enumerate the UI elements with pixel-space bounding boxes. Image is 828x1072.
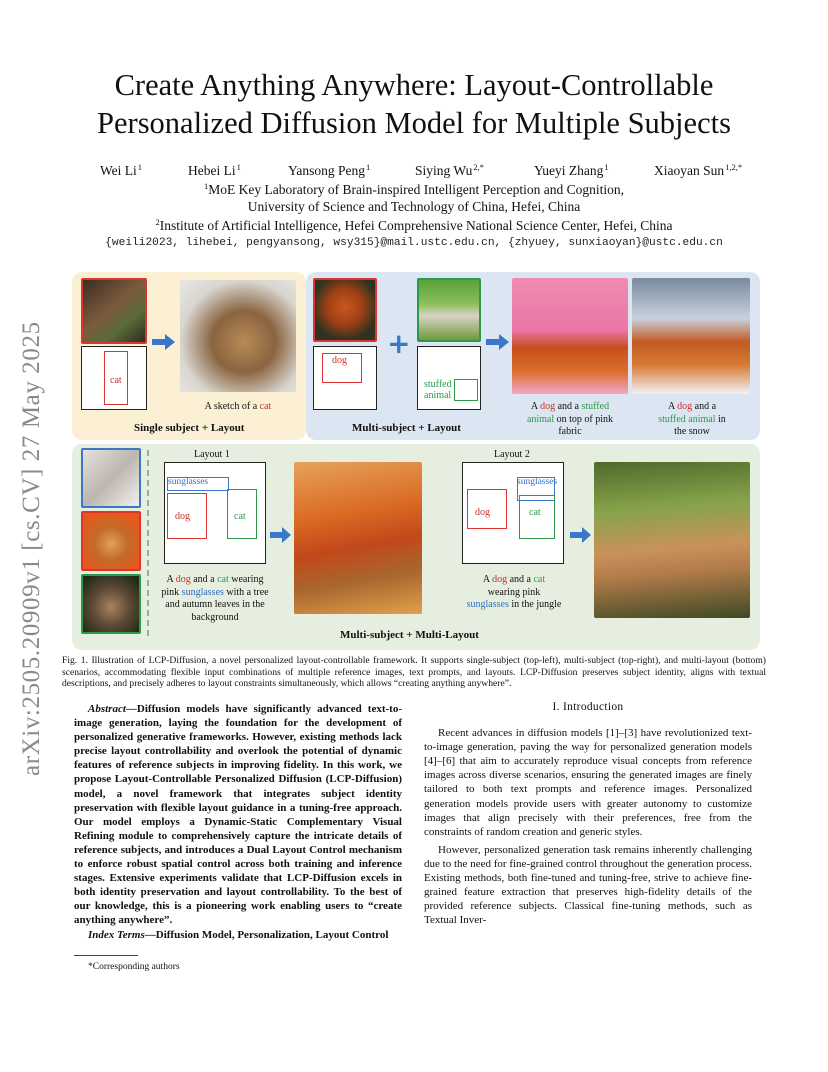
cat-box-label: cat (110, 375, 122, 386)
layout-2-canvas (462, 462, 564, 564)
footnote: *Corresponding authors (88, 962, 180, 972)
affiliation-1-line-2: University of Science and Technology of China, Hefei, China (247, 199, 581, 214)
reference-stuffed-animal-photo (417, 278, 481, 342)
cat-box-label: cat (234, 511, 246, 522)
index-terms: Index Terms—Diffusion Model, Personalization, Layout Control (88, 928, 389, 941)
multi-caption-2: A dog and a stuffed animal in the snow (658, 401, 726, 437)
divider (147, 450, 149, 636)
figure-1 (72, 272, 760, 650)
intro-paragraph-2: However, personalized generation task remains inherently challenging due to the need for fine-grained control throughout the generation process. Existing methods, both fine-tuned and tuning-free, strive to achieve fine-grained feature extraction that preserves high-fidelity details of the provided reference subjects. Classical fine-tuning methods, such as Textual Inver- (424, 843, 752, 927)
plus-icon: + (387, 327, 411, 360)
single-panel-title: Single subject + Layout (134, 422, 245, 434)
generated-dog-and-cat-jungle (594, 462, 750, 618)
layout-2-label: Layout 2 (494, 449, 530, 460)
author: Hebei Li$^1$ (188, 162, 241, 178)
sunglasses-box-label: sunglasses (168, 477, 209, 487)
layout-canvas (417, 346, 481, 410)
arrow-icon (270, 526, 292, 544)
stuffed-animal-box (454, 379, 478, 401)
dog-box-label: dog (475, 507, 490, 518)
author: Siying $Wu^{2,*}$ (415, 162, 484, 178)
generated-dog-and-stuffed-animal-pink (512, 278, 628, 394)
reference-dog-photo (313, 278, 377, 342)
multilayout-caption-1: A dog and a cat wearing pink sunglasses with a tree and autumn leaves in the background (161, 574, 269, 623)
reference-corgi-photo (81, 511, 141, 571)
abstract-label: Abstract (88, 703, 126, 715)
author: Wei Li$^1$ (100, 162, 143, 178)
sunglasses-box-label: sunglasses (517, 477, 558, 487)
author: Xiaoyan Sun$^{1,2,*}$ (654, 162, 743, 178)
reference-cat-photo (81, 574, 141, 634)
title-line-1: Create Anything Anywhere: Layout-Controllable (114, 68, 714, 102)
cat-box-label: cat (529, 507, 541, 518)
arrow-icon (486, 333, 510, 351)
generated-cat-sketch (180, 280, 296, 392)
affiliation-2: $^2$Institute of Artificial Intelligence, Hefei Comprehensive National Science Center, Hefei, China (155, 217, 673, 233)
layout-1-canvas (164, 462, 266, 564)
author-list (60, 162, 780, 182)
multi-panel-title: Multi-subject + Layout (352, 422, 461, 434)
layout-1-label: Layout 1 (194, 449, 230, 460)
index-terms-label: Index Terms (88, 928, 145, 941)
dog-box-label: dog (175, 511, 190, 522)
multi-caption-1: A dog and a stuffed animal on top of pink fabric (526, 401, 614, 437)
layout-canvas (81, 346, 147, 410)
stuffed-animal-box-label: stuffed animal (424, 379, 452, 401)
multilayout-panel-title: Multi-subject + Multi-Layout (340, 629, 479, 641)
left-column (74, 702, 402, 942)
reference-sunglasses-photo (81, 448, 141, 508)
generated-dog-and-cat-autumn (294, 462, 422, 614)
author: Yueyi Zhang$^1$ (534, 162, 609, 178)
reference-cat-photo (81, 278, 147, 344)
figure-caption: Fig. 1. Illustration of LCP-Diffusion, a novel personalized layout-controllable framework. It supports single-subject (top-left), multi-subject (top-right), and multi-layout (bottom) scenarios, accommodating flexible input combinations of multiple reference images, text prompts, and layouts. LCP-Diffusion preserves subject identity, aligns with textual descriptions, and precisely adheres to layout constraints simultaneously, which allows “creating anything anywhere”. (62, 655, 766, 689)
arxiv-stamp: arXiv:2505.20909v1 [cs.CV] 27 May 2025 (18, 321, 45, 776)
author: Yansong Peng$^1$ (288, 162, 371, 178)
generated-dog-and-stuffed-animal-snow (632, 278, 750, 394)
title-line-2: Personalized Diffusion Model for Multiple Subjects (97, 106, 731, 140)
single-caption: A sketch of a cat (204, 401, 272, 412)
section-heading: I. Introduction (552, 701, 624, 713)
layout-canvas (313, 346, 377, 410)
affiliation-1: $^1$MoE Key Laboratory of Brain-inspired Intelligent Perception and Cognition, (203, 181, 625, 197)
paper-title (0, 66, 828, 142)
dog-box-label: dog (332, 355, 347, 366)
right-column (424, 700, 752, 927)
arrow-icon (570, 526, 592, 544)
footnote-rule (74, 955, 138, 956)
arrow-icon (152, 333, 176, 351)
multilayout-caption-2: A dog and a cat wearing pink sunglasses in the jungle (466, 574, 562, 610)
abstract: Abstract—Diffusion models have significantly advanced text-to-image generation, laying the foundation for the development of personalized generative frameworks. However, existing methods lack precise layout controllability and overlook the potential of dynamic features of reference subjects in improving fidelity. In this work, we propose Layout-Controllable Personalized Diffusion (LCP-Diffusion) model, a novel framework that integrates subject identity preservation with flexible layout guidance in a tuning-free approach. Our model employs a Dynamic-Static Complementary Visual Refining module to comprehensively capture the intricate details of reference subjects, and introduces a Dual Layout Control mechanism to enforce robust spatial control across both training and inference stages. Extensive experiments validate that LCP-Diffusion excels in both identity preservation and layout controllability. To the best of our knowledge, this is a pioneering work enabling users to “create anything anywhere”. (74, 703, 402, 927)
intro-paragraph-1: Recent advances in diffusion models [1]–[3] have revolutionized text-to-image generation, paving the way for personalized generation models [4]–[6] that aim to accurately reproduce visual concepts from reference images across diverse scenarios, ensuring the generated images are finely tailored to both text prompts and reference images. Personalized generation models provide users with greater autonomy to customize images that align precisely with their preferences, free from the constraints of random creation and generic styles. (424, 727, 752, 838)
author-emails: {weili2023, lihebei, pengyansong, wsy315}@mail.ustc.edu.cn, {zhyuey, sunxiaoyan}@ustc.edu.cn (105, 237, 723, 249)
